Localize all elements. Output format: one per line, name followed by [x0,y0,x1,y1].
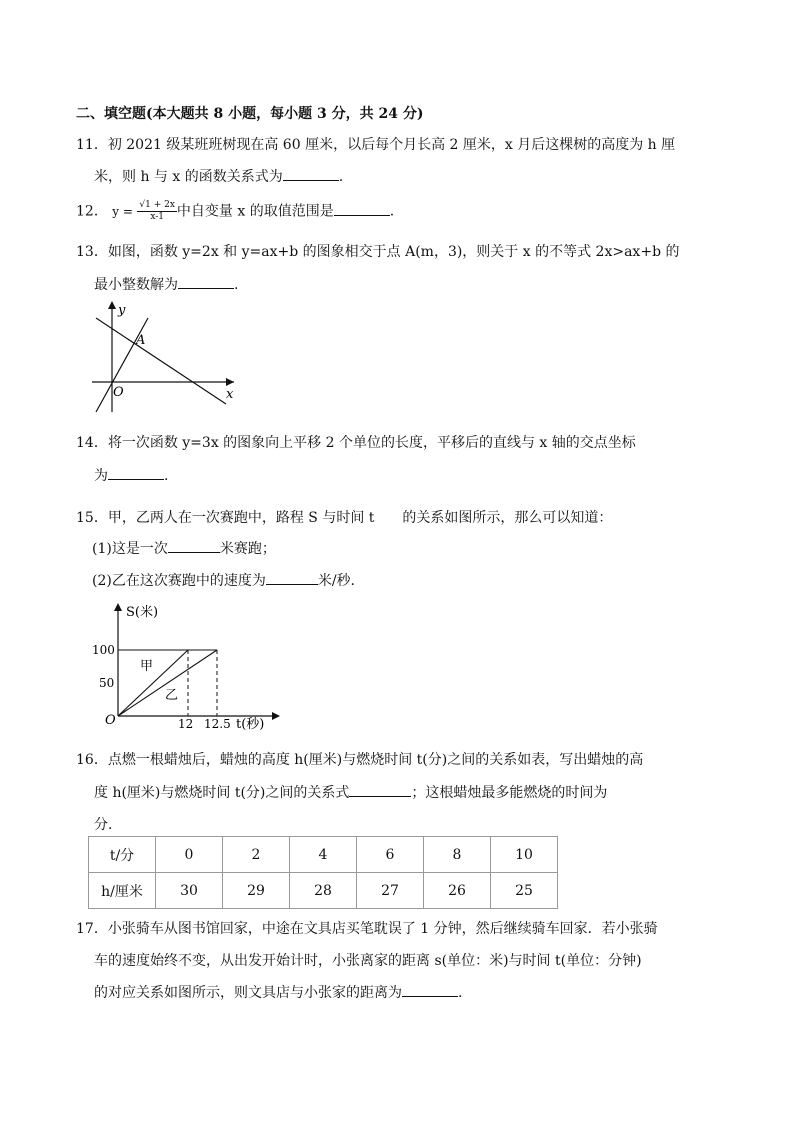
question-number: 13． [76,244,108,260]
question-text: 最小整数解为 [94,277,178,293]
x-axis-arrow [272,712,280,720]
question-text: (1)这是一次 [92,541,168,557]
question-text: . [389,203,395,220]
question-text: 的对应关系如图所示，则文具店与小张家的距离为 [94,985,402,1001]
x-axis-arrow [226,378,234,386]
table-cell: 8 [424,837,491,873]
question-15-sub1 [92,538,276,558]
section-heading: 二、填空题(本大题共 8 小题，每小题 3 分，共 24 分) [76,106,424,122]
question-11-line2 [94,166,343,186]
table-header: h/厘米 [89,873,156,909]
line-yi [118,650,217,716]
answer-blank[interactable] [349,784,411,797]
table-cell: 27 [357,873,424,909]
question-16-line2 [94,782,607,802]
answer-blank[interactable] [402,984,458,997]
label-yi: 乙 [165,688,179,703]
label-jia: 甲 [140,659,154,674]
question-number: 11． [76,137,108,153]
fraction-numerator: √1 + 2x [139,200,175,210]
origin-label: O [105,713,116,728]
question-11-line1 [76,134,675,154]
question-14-line2 [94,465,168,485]
question-text: . [164,468,169,484]
table-cell: 29 [223,873,290,909]
table-cell: 2 [223,837,290,873]
question-text: . [458,985,463,1001]
origin-label: O [113,385,124,400]
question-number: 15． [76,510,108,526]
question-text: 初 2021 级某班班树现在高 60 厘米，以后每个月长高 2 厘米，x 月后这棵树的高度为 h 厘 [107,137,676,153]
q15-graph [88,598,288,734]
answer-blank[interactable] [178,276,234,289]
question-13-line1 [76,241,679,261]
answer-blank[interactable] [266,572,318,585]
y-axis-arrow [114,603,122,611]
question-text: 点燃一根蜡烛后，蜡烛的高度 h(厘米)与燃烧时间 t(分)之间的关系如表，写出蜡烛的高 [107,752,644,768]
table-header: t/分 [89,837,156,873]
table-cell: 25 [491,873,558,909]
point-a-label: A [136,333,146,348]
question-text: 米赛跑； [219,541,276,557]
y-axis-label: S(米) [126,605,159,620]
question-text: 度 h(厘米)与燃烧时间 t(分)之间的关系式 [94,785,350,801]
question-13-line2 [94,274,238,294]
question-16-line1 [76,749,643,769]
question-text: 中自变量 x 的取值范围是 [176,203,334,220]
q16-table [88,836,558,909]
question-text: (2)乙在这次赛跑中的速度为 [92,573,266,589]
answer-blank[interactable] [168,540,220,553]
question-number: 16． [76,752,108,768]
answer-blank[interactable] [283,168,339,181]
question-12 [76,200,394,223]
question-text: 米，则 h 与 x 的函数关系式为 [94,169,283,185]
question-number: 12． [76,203,108,220]
table-row [89,837,558,873]
question-text: 甲，乙两人在一次赛跑中，路程 S 与时间 t 的关系如图所示，那么可以知道： [107,510,613,526]
question-text: 如图，函数 y=2x 和 y=ax+b 的图象相交于点 A(m，3)，则关于 x 的不等式 2x>ax+b 的 [107,244,680,260]
table-cell: 6 [357,837,424,873]
question-17-line3 [94,982,462,1002]
question-text: 为 [94,468,108,484]
fraction [137,200,177,223]
table-cell: 26 [424,873,491,909]
question-14-line1 [76,432,636,452]
question-text: 将一次函数 y=3x 的图象向上平移 2 个单位的长度，平移后的直线与 x 轴的交点坐标 [107,435,636,451]
question-number: 14． [76,435,108,451]
q13-graph [88,298,248,416]
question-17-line2: 车的速度始终不变，从出发开始计时，小张离家的距离 s(单位：米)与时间 t(单位：分钟) [94,953,642,969]
table-cell: 28 [290,873,357,909]
y-axis-arrow [108,301,116,309]
table-cell: 10 [491,837,558,873]
question-number: 17． [76,921,108,937]
question-15-sub2 [92,570,355,590]
question-text: . [338,169,344,185]
answer-blank[interactable] [334,203,390,216]
question-text: 米/秒. [317,573,356,589]
x-tick-12: 12 [178,717,194,731]
answer-blank[interactable] [108,467,164,480]
question-15-line1 [76,507,612,527]
question-text: ；这根蜡烛最多能燃烧的时间为 [411,785,608,801]
question-16-line3: 分. [94,817,113,833]
x-axis-label: t(秒) [236,717,265,732]
x-axis-label: x [226,387,234,402]
fraction-denominator: x-1 [150,212,164,222]
y-axis-label: y [118,303,126,318]
question-17-line1 [76,918,658,938]
table-cell: 30 [156,873,223,909]
expression-lhs: y = [112,204,133,219]
table-cell: 4 [290,837,357,873]
y-tick-50: 50 [99,676,115,690]
question-text: . [234,277,239,293]
table-row [89,873,558,909]
y-tick-100: 100 [92,643,115,657]
x-tick-12-5: 12.5 [204,717,231,731]
question-text: 小张骑车从图书馆回家，中途在文具店买笔耽误了 1 分钟，然后继续骑车回家．若小张骑 [107,921,658,937]
table-cell: 0 [156,837,223,873]
